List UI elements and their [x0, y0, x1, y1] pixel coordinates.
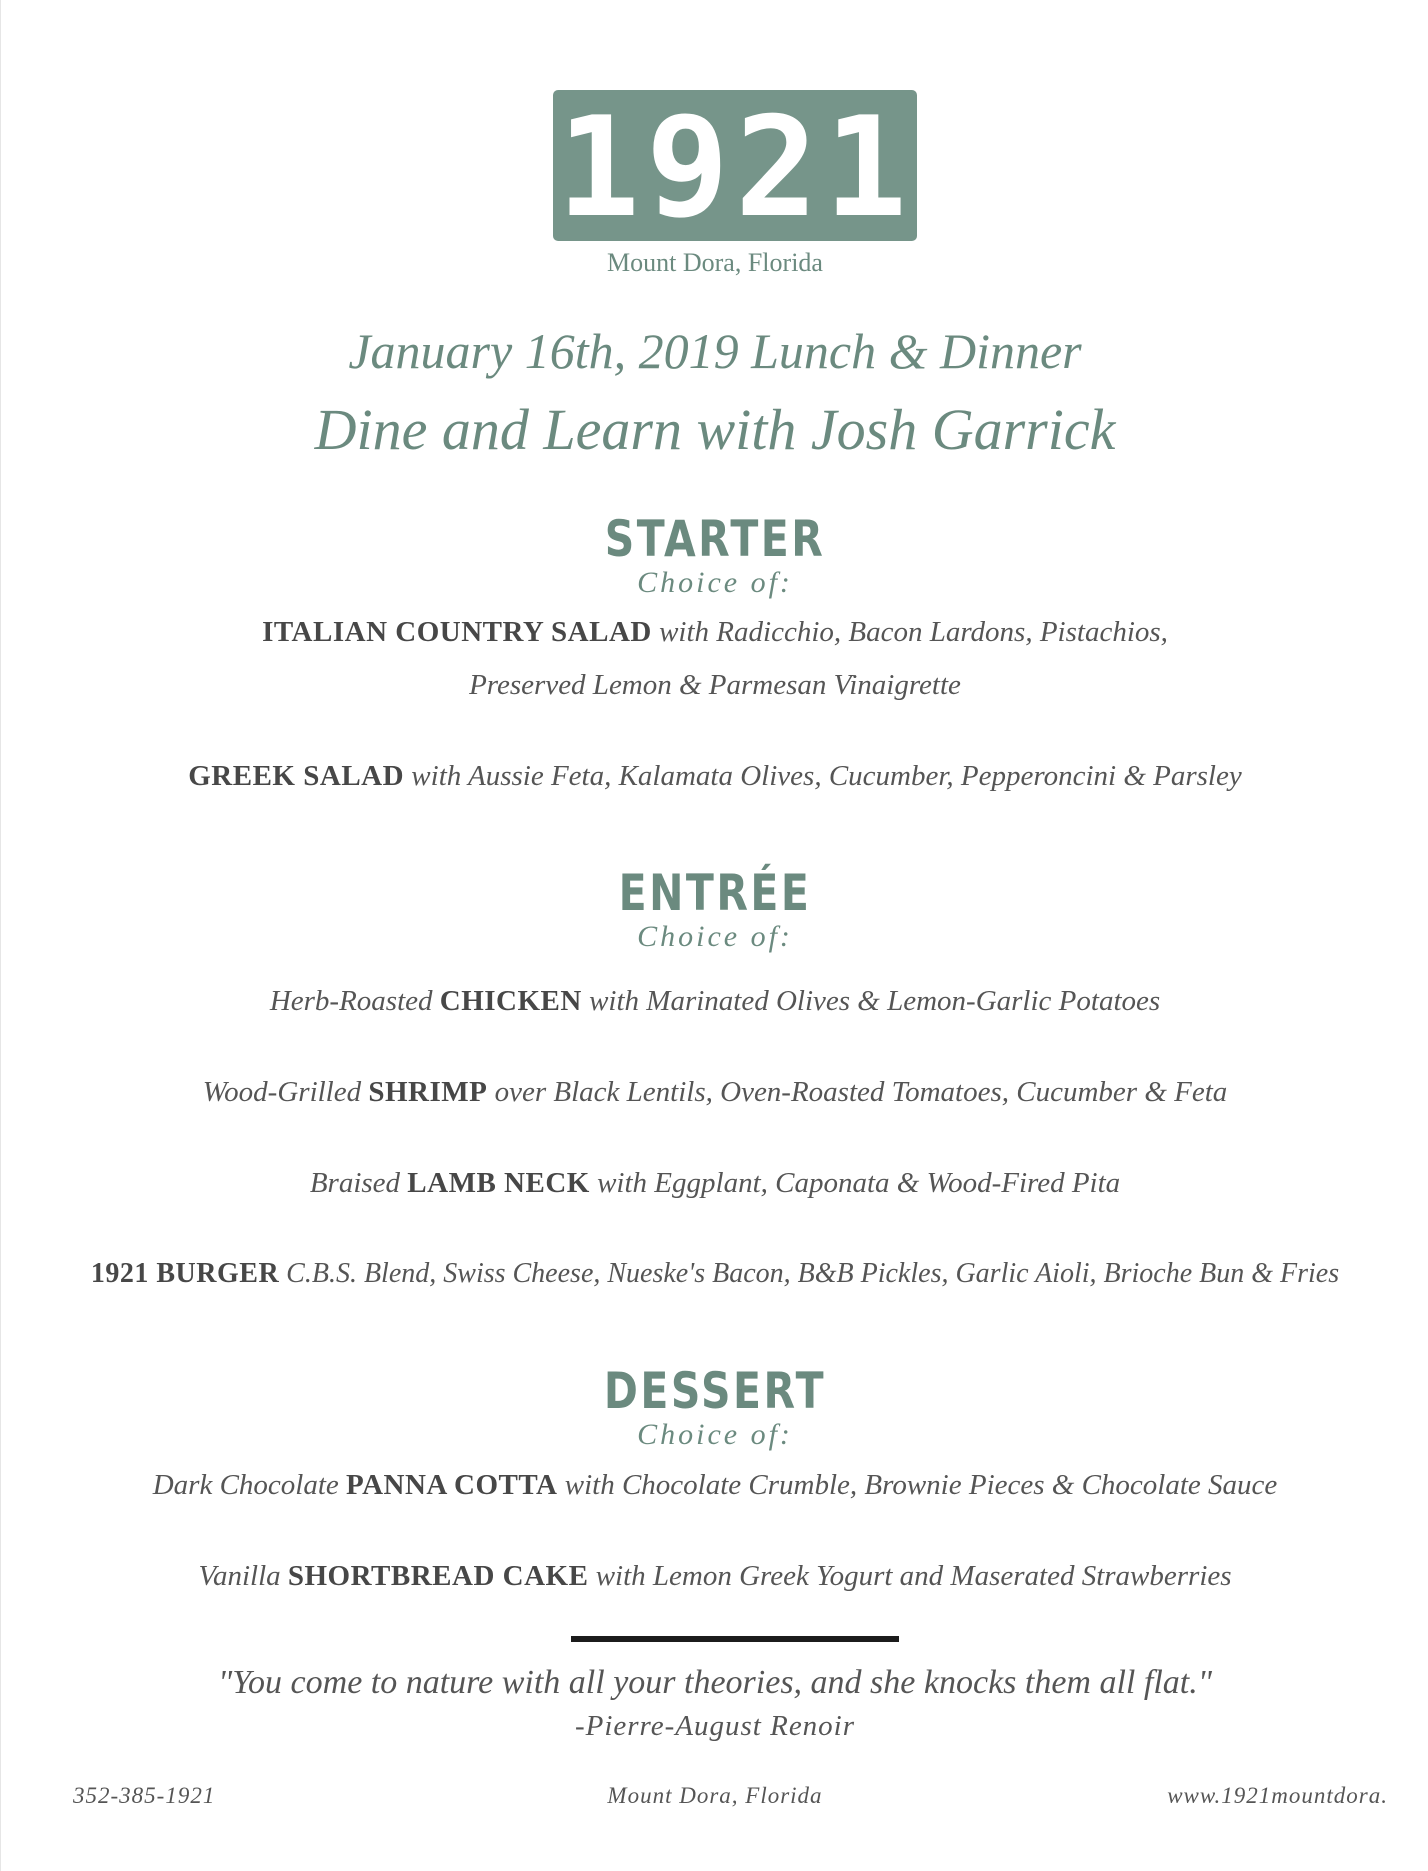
- item-description: over Black Lentils, Oven-Roasted Tomatoes, Cucumber & Feta: [494, 1076, 1228, 1108]
- item-prefix: Vanilla: [198, 1560, 281, 1592]
- item-prefix: Wood-Grilled: [202, 1076, 362, 1108]
- menu-item-lamb-neck: [1, 1167, 1428, 1200]
- event-date-title: January 16th, 2019 Lunch & Dinner: [348, 323, 1082, 379]
- starter-heading: STARTER: [604, 510, 826, 568]
- item-name: GREEK SALAD: [188, 760, 405, 792]
- menu-item-shrimp: [1, 1076, 1428, 1109]
- item-name: PANNA COTTA: [346, 1469, 558, 1501]
- footer-website: www.1921mountdora.: [1167, 1783, 1388, 1808]
- item-description: with Radicchio, Bacon Lardons, Pistachios,: [659, 616, 1168, 648]
- item-description: Preserved Lemon & Parmesan Vinaigrette: [469, 669, 961, 701]
- menu-item-1921-burger: [1, 1258, 1428, 1290]
- logo-location: Mount Dora, Florida: [607, 248, 823, 277]
- item-description: with Aussie Feta, Kalamata Olives, Cucumber, Pepperoncini & Parsley: [411, 760, 1242, 792]
- item-name: SHORTBREAD CAKE: [287, 1560, 589, 1592]
- section-divider: [571, 1636, 899, 1642]
- item-prefix: Braised: [309, 1167, 401, 1199]
- entree-heading: ENTRÉE: [618, 864, 812, 922]
- item-prefix: Herb-Roasted: [269, 985, 433, 1017]
- dessert-heading: DESSERT: [603, 1362, 827, 1420]
- item-description: with Marinated Olives & Lemon-Garlic Potatoes: [589, 985, 1161, 1017]
- entree-choice-label: Choice of:: [637, 920, 793, 953]
- item-name: 1921 BURGER: [90, 1258, 280, 1289]
- menu-item-panna-cotta: [1, 1469, 1428, 1502]
- item-prefix: Dark Chocolate: [152, 1469, 339, 1501]
- quote-text: "You come to nature with all your theories, and she knocks them all flat.": [217, 1664, 1212, 1701]
- item-name: SHRIMP: [368, 1076, 488, 1108]
- dessert-choice-label: Choice of:: [637, 1418, 793, 1451]
- item-name: ITALIAN COUNTRY SALAD: [262, 616, 652, 648]
- quote-author: -Pierre-August Renoir: [574, 1710, 856, 1742]
- logo-text: 1921: [556, 86, 914, 248]
- item-description: with Chocolate Crumble, Brownie Pieces & Chocolate Sauce: [564, 1469, 1278, 1501]
- footer-phone: 352-385-1921: [73, 1783, 216, 1808]
- item-description: C.B.S. Blend, Swiss Cheese, Nueske's Bacon, B&B Pickles, Garlic Aioli, Brioche Bun & Fries: [286, 1258, 1340, 1289]
- item-description: with Lemon Greek Yogurt and Maserated Strawberries: [595, 1560, 1232, 1592]
- menu-item-italian-country-salad: [1, 616, 1428, 649]
- item-name: CHICKEN: [439, 985, 582, 1017]
- starter-choice-label: Choice of:: [637, 566, 793, 599]
- restaurant-logo: [553, 86, 917, 248]
- menu-item-shortbread-cake: [1, 1560, 1428, 1593]
- menu-item-italian-country-salad-line2: [1, 669, 1428, 702]
- footer-location: Mount Dora, Florida: [607, 1783, 823, 1808]
- menu-item-greek-salad: [1, 760, 1428, 793]
- item-description: with Eggplant, Caponata & Wood-Fired Pita: [597, 1167, 1121, 1199]
- menu-item-chicken: [1, 985, 1428, 1018]
- item-name: LAMB NECK: [407, 1167, 590, 1199]
- event-name-title: Dine and Learn with Josh Garrick: [314, 397, 1116, 462]
